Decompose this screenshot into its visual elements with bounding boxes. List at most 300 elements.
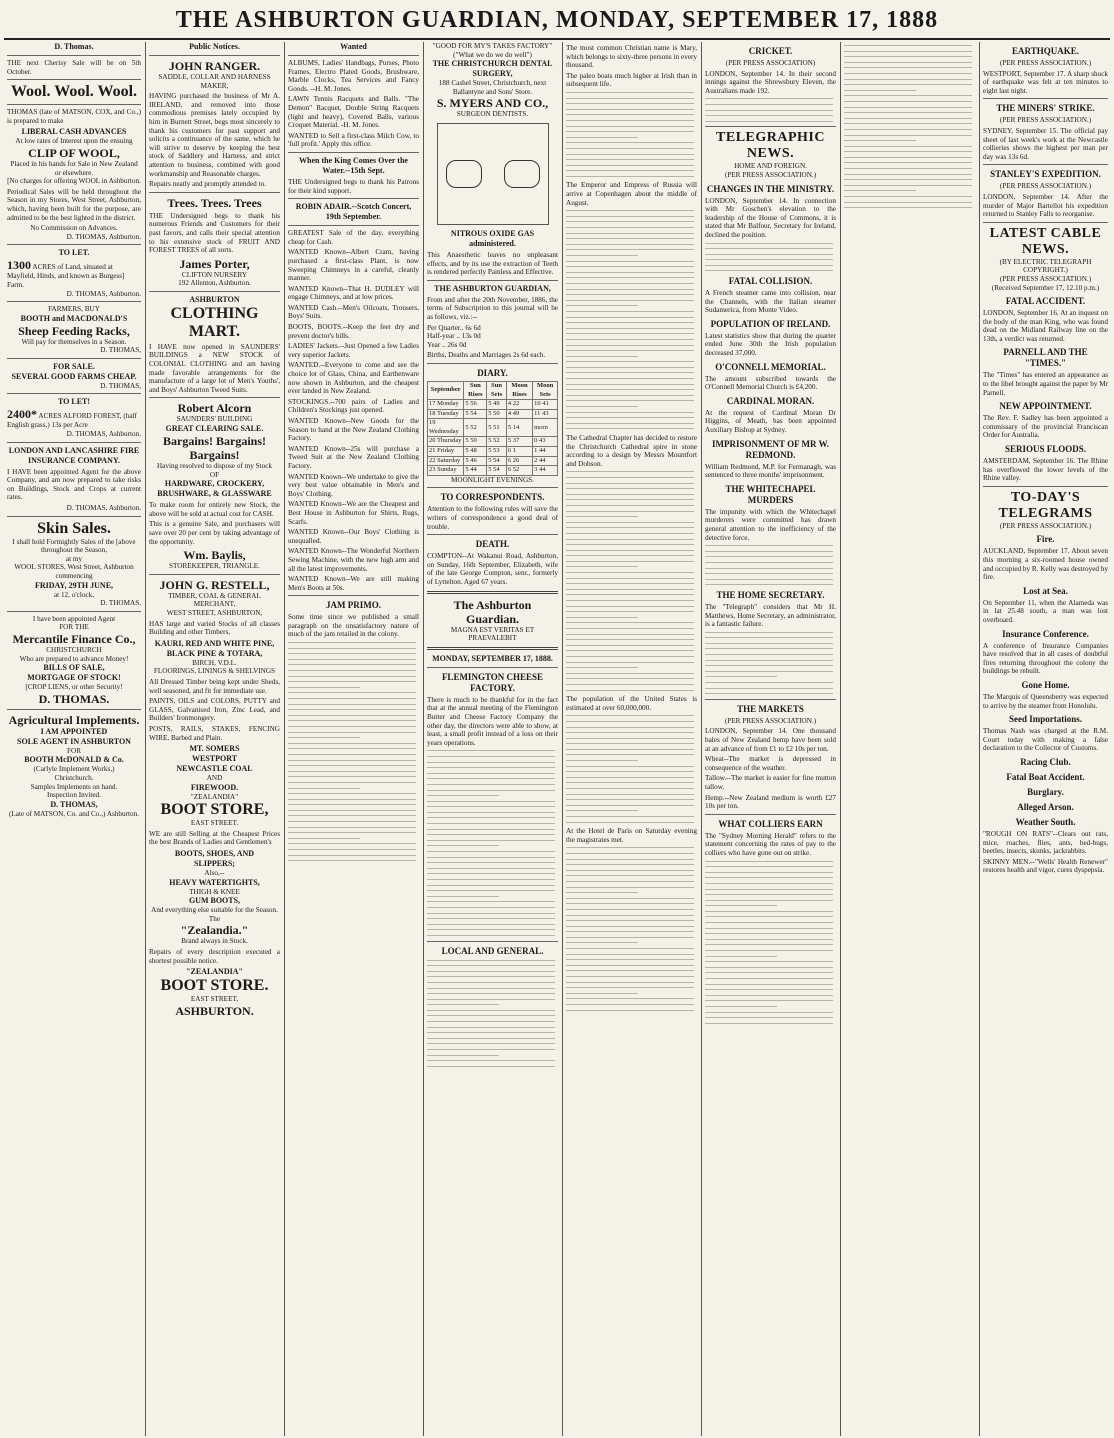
table-header-cell: Sun Sets: [487, 381, 507, 399]
table-cell: 21 Friday: [428, 447, 464, 457]
text-line: [427, 1049, 555, 1050]
text-line: [705, 972, 833, 973]
text-line: [427, 1032, 555, 1033]
text-line: [566, 650, 694, 651]
ad-text: WEST STREET, ASHBURTON,: [166, 608, 263, 617]
ad-text: OF: [209, 470, 220, 479]
ad-text: GREATEST Sale of the day, everything cheap for Cash.: [288, 229, 419, 246]
text-line: [705, 995, 833, 996]
divider: [7, 79, 141, 80]
ad-headline: JOHN RANGER.: [168, 59, 261, 73]
divider: [7, 104, 141, 105]
table-cell: 18 Tuesday: [428, 409, 464, 419]
text-line: [844, 140, 916, 141]
table-cell: 5 44: [464, 466, 487, 476]
text-line: [566, 98, 694, 99]
text-line: [427, 976, 555, 977]
text-line: [427, 913, 555, 914]
text-line: [288, 681, 416, 682]
article-text: LONDON, September 14. One thousand bales of New Zealand hemp have been sold at an advance of from £1 to £2 10s per ton.: [705, 727, 836, 753]
article-body-lines: [427, 960, 558, 1067]
section-headline: DIARY.: [477, 367, 508, 378]
ad-text: [CROP LIENS, or other Security!: [25, 683, 123, 692]
text-line: [705, 660, 833, 661]
ad-headline: Sheep Feeding Racks,: [18, 323, 130, 338]
section-headline: CRICKET.: [748, 46, 793, 56]
table-header-cell: Sun Rises: [464, 381, 487, 399]
ad-text: THE Undersigned begs to thank his numerous Friends and Customers for their past favors, and calls their special attention to his extensive stock of FRUIT AND FOREST TREES of all sorts.: [149, 211, 280, 255]
text-line: [566, 255, 638, 256]
text-line: [427, 773, 555, 774]
divider: [7, 516, 141, 517]
text-line: [427, 879, 555, 880]
text-line: [566, 931, 694, 932]
divider: [427, 363, 558, 364]
text-line: [566, 109, 694, 110]
text-line: [566, 948, 694, 949]
ad-signature: D. THOMAS, Ashburton.: [66, 232, 141, 241]
text-line: [566, 606, 694, 607]
ad-text: I HAVE been appointed Agent for the above Company, and am now prepared to take risks on Buildings, Stock and Crops at current rates.: [7, 467, 141, 502]
text-line: [288, 653, 416, 654]
ad-headline: Robert Alcorn: [177, 401, 252, 416]
divider: [705, 126, 836, 127]
ad-subhead: SURGEON DENTISTS.: [456, 110, 529, 119]
ad-headline: Skin Sales.: [37, 519, 111, 537]
text-line: [705, 265, 833, 266]
ad-text: LAWN Tennis Racquets and Balls. "The Demon" Racquet, Double String Racquets (light and heavy), Covered Balls, various Croquet Material. -H. M. Jones.: [288, 95, 419, 130]
article-body-lines: [566, 210, 697, 429]
article-body-lines: [705, 98, 836, 121]
text-line: [427, 1055, 499, 1056]
text-line: [566, 667, 638, 668]
text-line: [705, 676, 777, 677]
text-line: [566, 294, 694, 295]
text-line: [288, 709, 416, 710]
ad-text: Samples Implements on hand.: [30, 782, 118, 791]
source-note: (PER PRESS ASSOCIATION.): [724, 716, 817, 725]
ad-subhead: ASHBURTON: [189, 294, 240, 304]
text-line: [844, 90, 916, 91]
text-line: [566, 522, 694, 523]
table-cell: 5 37: [506, 437, 532, 447]
text-line: [705, 688, 833, 689]
ad-text: Half-year .. 13s 0d: [427, 332, 481, 341]
text-line: [705, 889, 833, 890]
text-line: [566, 142, 694, 143]
text-line: [566, 799, 694, 800]
article-text: LONDON, September 14. In connection with Mr Goschen's elevation to the leadership of the House of Commons, it is stated that Mr Balfour, Secretary for Ireland, declined the position.: [705, 196, 836, 239]
text-line: [566, 892, 638, 893]
text-line: [705, 568, 833, 569]
ad-text: BILLS OF SALE,: [43, 663, 105, 673]
ad-subhead: TIMBER, COAL & GENERAL MERCHANT,: [168, 591, 261, 609]
ad-text: NEWCASTLE COAL: [176, 764, 253, 774]
article-body-lines: [705, 545, 836, 585]
text-line: [427, 1066, 555, 1067]
article-text: The amount subscribed towards the O'Connell Memorial Church is £4,200.: [705, 374, 836, 392]
ad-text: "ZEALANDIA": [190, 792, 239, 801]
text-line: [566, 289, 694, 290]
text-line: [566, 561, 694, 562]
text-line: [844, 101, 972, 102]
divider: [983, 222, 1108, 223]
divider: [983, 98, 1108, 99]
text-line: [427, 1038, 555, 1039]
text-line: [427, 1015, 555, 1016]
ad-text: WANTED.--Everyone to come and see the choice lot of Glass, China, and Earthenware now shown in Ashburton, and the cheapest ever landed in New Zealand.: [288, 361, 419, 396]
article-body-lines: [566, 471, 697, 690]
text-line: [566, 483, 694, 484]
teeth-icon: [504, 160, 540, 188]
text-line: [427, 873, 555, 874]
text-line: [844, 84, 972, 85]
text-line: [566, 1004, 694, 1005]
table-cell: 5 53: [487, 447, 507, 457]
text-line: [566, 987, 694, 988]
article-text: The paleo boats much higher at Irish than in subsequent life.: [566, 71, 697, 89]
ad-text: HAS large and varied Stocks of all classes Building and other Timbers,: [149, 619, 280, 637]
divider: [427, 487, 558, 488]
text-line: [705, 637, 833, 638]
ad-text: This is a genuine Sale, and purchasers will save over 20 per cent by taking advantage of the opportunity.: [149, 520, 280, 546]
text-line: [427, 896, 499, 897]
text-line: [705, 110, 833, 111]
masthead-title: THE ASHBURTON GUARDIAN, MONDAY, SEPTEMBER 17, 1888: [175, 7, 939, 33]
ad-text: Periodical Sales will be held throughout the Season in my Stores, West Street, Ashburton, which, having been built for the purpose, are admitted to be the best lighted in the district.: [7, 187, 141, 222]
text-line: [566, 993, 638, 994]
article-body-lines: [844, 45, 975, 208]
text-line: [566, 283, 694, 284]
text-line: [705, 861, 833, 862]
text-line: [288, 827, 416, 828]
table-cell: 5 14: [506, 419, 532, 437]
text-line: [566, 261, 694, 262]
source-note: (BY ELECTRIC TELEGRAPH COPYRIGHT.): [999, 257, 1092, 275]
text-line: [844, 185, 972, 186]
text-line: [705, 900, 833, 901]
motto: MAGNA EST VERITAS ET PRAEVALEBIT: [450, 625, 535, 643]
text-line: [705, 1006, 777, 1007]
text-line: [705, 967, 833, 968]
text-line: [566, 550, 694, 551]
divider: [288, 55, 419, 56]
article-body-lines: [288, 642, 419, 861]
ad-text: Per Quarter.. 6s 6d: [427, 323, 481, 332]
text-line: [566, 634, 694, 635]
article-text: The Cathedral Chapter has decided to restore the Christchurch Cathedral spire in stone according to a design by Messrs Mountfort and Dobson.: [566, 434, 697, 468]
text-line: [427, 840, 555, 841]
text-line: [288, 748, 416, 749]
text-line: [566, 805, 694, 806]
ad-headline: Bargains! Bargains! Bargains!: [162, 434, 266, 463]
text-line: [844, 174, 972, 175]
text-line: [288, 855, 416, 856]
text-line: [566, 853, 694, 854]
ad-text: FOR: [67, 746, 81, 755]
table-cell: morn: [533, 419, 558, 437]
text-line: [427, 795, 499, 796]
text-line: [427, 790, 555, 791]
text-line: [844, 73, 972, 74]
source-note: (PER PRESS ASSOCIATION.): [999, 521, 1092, 530]
text-line: [705, 115, 833, 116]
text-line: [566, 372, 694, 373]
ad-text: "ZEALANDIA": [186, 967, 243, 977]
text-line: [566, 864, 694, 865]
ad-acres: 2400*: [7, 407, 37, 422]
text-line: [566, 875, 694, 876]
article-text: On September 11, when the Alameda was in lat 25.48 south, a man was lost overboard.: [983, 598, 1108, 624]
table-cell: 5 51: [487, 419, 507, 437]
article-text: Tallow.--The market is easier for fine mutton tallow.: [705, 774, 836, 791]
table-cell: 5 52: [487, 437, 507, 447]
ad-text: FARMERS, BUY: [48, 305, 100, 314]
ad-text: Will pay for themselves in a Season.: [21, 337, 127, 346]
text-line: [566, 395, 694, 396]
text-line: [288, 648, 416, 649]
ad-text: "ROUGH ON RATS"--Clears out rats, mice, roaches, flies, ants, bed-bugs, beetles, insects, skunks, jackrabbits.: [983, 829, 1108, 856]
text-line: [566, 794, 694, 795]
text-line: [566, 389, 694, 390]
text-line: [844, 157, 972, 158]
ad-headline: Mercantile Finance Co.,: [12, 631, 136, 646]
table-header-cell: September: [428, 381, 464, 399]
text-line: [288, 815, 416, 816]
text-line: [566, 937, 694, 938]
text-line: [288, 849, 416, 850]
table-cell: 17 Monday: [428, 400, 464, 410]
text-line: [566, 238, 694, 239]
text-line: [844, 151, 972, 152]
table-cell: 5 54: [487, 456, 507, 466]
text-line: [566, 749, 694, 750]
article-text: Some time since we published a small paragraph on the unsatisfactory nature of much of the jam retailed in the colony.: [288, 613, 419, 639]
table-cell: 6 52: [506, 466, 532, 476]
ad-text: WANTED to Sell a first-class Milch Cow, to 'full profit.' Apply this office.: [288, 131, 419, 149]
text-line: [705, 961, 833, 962]
ad-text: LADIES' Jackets.--Just Opened a few Ladies very superior Jackets.: [288, 342, 419, 359]
ad-text: Placed in his hands for Sale in New Zealand or elsewhere.: [10, 159, 138, 177]
ad-subhead: FOR SALE.: [53, 361, 95, 371]
text-line: [566, 982, 694, 983]
ad-text: EAST STREET,: [190, 995, 239, 1004]
text-line: [566, 909, 694, 910]
text-line: [427, 918, 555, 919]
divider: [7, 301, 141, 302]
divider: [7, 709, 141, 710]
table-cell: 1 44: [533, 447, 558, 457]
text-line: [566, 322, 694, 323]
text-line: [705, 643, 833, 644]
table-row: [428, 400, 558, 410]
text-line: [566, 367, 694, 368]
text-line: [566, 743, 694, 744]
text-line: [566, 926, 694, 927]
text-line: [566, 339, 694, 340]
divider: [983, 486, 1108, 487]
text-line: [566, 210, 694, 211]
ad-text: Also,--: [204, 869, 225, 878]
ad-text: STOCKINGS.--700 pairs of Ladies and Children's Stockings just opened.: [288, 397, 419, 415]
text-line: [705, 1012, 833, 1013]
text-line: [705, 866, 833, 867]
ad-headline: JOHN G. RESTELL,: [159, 577, 270, 592]
text-line: [427, 778, 555, 779]
text-line: [566, 249, 694, 250]
text-line: [566, 494, 694, 495]
text-line: [705, 573, 833, 574]
text-line: [566, 760, 638, 761]
text-line: [566, 732, 694, 733]
ad-headline: ROBIN ADAIR.--Scotch Concert, 19th September.: [295, 202, 412, 222]
text-line: [566, 266, 694, 267]
ad-text: WANTED Known--We are the Cheapest and Best House in Ashburton for Shirts, Rugs, Scarfs.: [288, 500, 419, 526]
diary-table: [427, 381, 558, 476]
text-line: [288, 804, 416, 805]
text-line: [566, 998, 694, 999]
article-headline: Lost at Sea.: [1023, 585, 1068, 596]
text-line: [566, 617, 638, 618]
ad-headline: D. THOMAS.: [38, 691, 110, 706]
masthead-rule: [4, 38, 1110, 40]
table-cell: 5 56: [464, 400, 487, 410]
ad-text: I AM APPOINTED: [40, 726, 108, 736]
text-line: [844, 123, 972, 124]
text-line: [566, 727, 694, 728]
text-line: [288, 670, 416, 671]
text-line: [427, 868, 555, 869]
text-line: [566, 428, 694, 429]
text-line: [566, 103, 694, 104]
article-headline: WHAT COLLIERS EARN: [718, 818, 823, 829]
text-line: [288, 760, 416, 761]
ad-subhead: SAUNDERS' BUILDING: [176, 415, 253, 424]
text-line: [705, 872, 833, 873]
text-line: [566, 148, 694, 149]
source-note: (PER PRESS ASSOCIATION.): [999, 182, 1092, 191]
section-headline: LOCAL AND GENERAL.: [441, 945, 544, 956]
text-line: [427, 907, 555, 908]
ad-text: FRIDAY, 29TH JUNE,: [34, 580, 114, 590]
text-line: [566, 412, 694, 413]
text-line: [427, 756, 555, 757]
text-line: [288, 642, 416, 643]
text-line: [566, 583, 694, 584]
text-line: [566, 572, 694, 573]
article-headline: CARDINAL MORAN.: [726, 395, 815, 406]
text-line: [566, 594, 694, 595]
text-line: [427, 935, 555, 936]
divider: [288, 198, 419, 199]
article-text: Thomas Nash was charged at the R.M. Court today with making a false declaration to the Collector of Customs.: [983, 727, 1108, 753]
article-headline: Racing Club.: [1020, 756, 1071, 767]
text-line: [566, 406, 638, 407]
divider: [427, 667, 558, 668]
source-note: (PER PRESS ASSOCIATION.): [999, 274, 1092, 283]
text-line: [566, 170, 694, 171]
text-line: [566, 126, 694, 127]
text-line: [427, 767, 555, 768]
text-line: [427, 999, 555, 1000]
ad-text: HAVING purchased the business of Mr A. IRELAND, and removed into those commodious premises lately occupied by him in Burnett Street, begs most sincerely to thank his customers for past support and solicits a continuance of the same, which he will strive to deserve by keeping the best stock of Saddlery and Harness, and strict attention to business, combined with good workmanship and Reasonable charges.: [149, 92, 280, 178]
text-line: [427, 784, 555, 785]
text-line: [566, 328, 694, 329]
text-line: [566, 589, 694, 590]
ad-text: WOOL STORES, West Street, Ashburton: [14, 563, 134, 572]
text-line: [705, 944, 833, 945]
text-line: [566, 622, 694, 623]
ad-text: I have been appointed Agent: [32, 614, 116, 623]
divider: [427, 534, 558, 535]
text-line: [566, 678, 694, 679]
text-line: [566, 137, 638, 138]
text-line: [566, 555, 694, 556]
divider: [149, 574, 280, 575]
text-line: [288, 737, 360, 738]
text-line: [566, 544, 694, 545]
ad-text: ACRES of Land, situated at Mayfield, Hinds, and known as Burgess] Farm.: [7, 263, 125, 289]
column-4: [424, 42, 561, 1436]
table-cell: 3 44: [533, 466, 558, 476]
text-line: [288, 810, 416, 811]
ad-text: HEAVY WATERTIGHTS,: [169, 877, 260, 887]
text-line: [566, 566, 638, 567]
ad-text: THIGH & KNEE: [189, 887, 240, 896]
text-line: [705, 1017, 833, 1018]
text-line: [566, 639, 694, 640]
ad-text: CHRISTCHURCH: [46, 645, 102, 654]
text-line: [566, 915, 694, 916]
article-headline: Fatal Boat Accident.: [1006, 771, 1085, 782]
ad-signature: D. THOMAS,: [50, 799, 98, 809]
table-cell: 6 26: [506, 456, 532, 466]
ad-text: At low rates of Interest upon the ensuing: [15, 137, 133, 146]
text-line: [288, 715, 416, 716]
text-line: [566, 859, 694, 860]
text-line: [288, 692, 416, 693]
text-line: [566, 423, 694, 424]
text-line: [566, 533, 694, 534]
section-headline: THE MINERS' STRIKE.: [996, 103, 1095, 114]
ad-signature: D. THOMAS,: [100, 346, 141, 355]
text-line: [566, 656, 694, 657]
ad-text: WANTED Known--That H. DUDLEY will engage Chimneys, and at low prices.: [288, 284, 419, 302]
table-cell: 11 43: [533, 409, 558, 419]
article-headline: CHANGES IN THE MINISTRY.: [706, 183, 835, 194]
ad-text: I shall hold Fortnightly Sales of the [above throughout the Season,: [12, 537, 136, 555]
text-line: [705, 693, 833, 694]
article-headline: PARNELL AND THE "TIMES.": [1003, 347, 1088, 369]
text-line: [844, 51, 972, 52]
text-line: [705, 1000, 833, 1001]
ad-text: EAST STREET.: [190, 819, 239, 828]
column-3: [285, 42, 422, 1436]
ad-text: No Commission on Advances.: [30, 224, 118, 233]
article-headline: O'CONNELL MEMORIAL.: [715, 361, 826, 372]
ad-text: WE are still Selling at the Cheapest Prices the best Brands of Ladies and Gentlemen's: [149, 829, 280, 847]
table-cell: 5 52: [464, 419, 487, 437]
issue-date: MONDAY, SEPTEMBER 17, 1888.: [432, 653, 553, 663]
text-line: [844, 62, 972, 63]
text-line: [288, 659, 416, 660]
text-line: [844, 79, 972, 80]
article-body-lines: [566, 715, 697, 822]
ad-text: WANTED Known--We undertake to give the very best value obtainable in Men's and Boys' Clothing.: [288, 472, 419, 498]
text-line: [705, 956, 777, 957]
text-line: [566, 499, 694, 500]
text-line: [566, 754, 694, 755]
